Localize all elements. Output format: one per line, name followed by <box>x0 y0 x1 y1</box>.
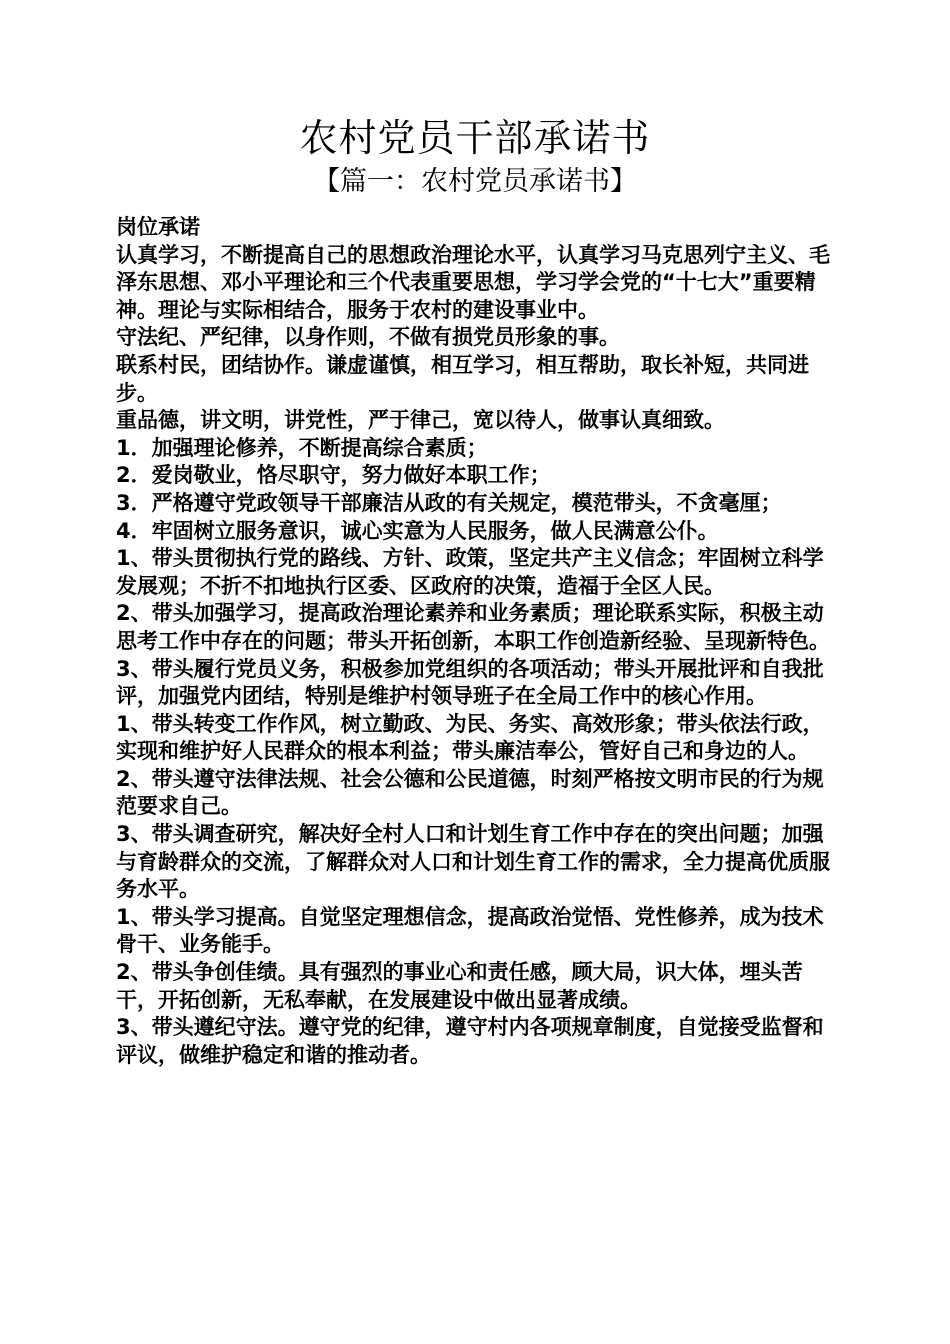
list-item-1: 1．加强理论修养，不断提高综合素质； <box>116 435 488 460</box>
list-item-3: 3．严格遵守党政领导干部廉洁从政的有关规定，模范带头，不贪毫厘； <box>116 490 782 515</box>
document-title: 农村党员干部承诺书 <box>299 116 651 160</box>
document-subtitle: 【篇一：农村党员承诺书】 <box>313 166 637 197</box>
document-body <box>116 214 841 1069</box>
pledge-c-item-1: 1、带头学习提高。自觉坚定理想信念，提高政治觉悟、党性修养，成为技术骨干、业务能手。 <box>116 904 824 957</box>
list-item-2: 2．爱岗敬业，恪尽职守，努力做好本职工作； <box>116 463 551 488</box>
pledge-b-item-2: 2、带头遵守法律法规、社会公德和公民道德，时刻严格按文明市民的行为规范要求自己。 <box>116 766 824 819</box>
paragraph-study: 认真学习，不断提高自己的思想政治理论水平，认真学习马克思列宁主义、毛泽东思想、邓小平理论和三个代表重要思想，学习学会党的“十七大”重要精神。理论与实际相结合，服务于农村的建设事业中。 <box>116 242 830 322</box>
list-item-4: 4．牢固树立服务意识，诚心实意为人民服务，做人民满意公仆。 <box>116 518 719 543</box>
pledge-a-item-2: 2、带头加强学习，提高政治理论素养和业务素质；理论联系实际，积极主动思考工作中存在的问题；带头开拓创新，本职工作创造新经验、呈现新特色。 <box>116 601 830 653</box>
pledge-a-item-3: 3、带头履行党员义务，积极参加党组织的各项活动；带头开展批评和自我批评，加强党内团结，特别是维护村领导班子在全局工作中的核心作用。 <box>116 656 824 709</box>
pledge-b-item-1: 1、带头转变工作作风，树立勤政、为民、务实、高效形象；带头依法行政，实现和维护好人民群众的根本利益；带头廉洁奉公，管好自己和身边的人。 <box>116 711 824 764</box>
paragraph-discipline: 守法纪、严纪律，以身作则，不做有损党员形象的事。 <box>116 325 620 350</box>
pledge-b-item-3: 3、带头调查研究，解决好全村人口和计划生育工作中存在的突出问题；加强与育龄群众的交流，了解群众对人口和计划生育工作的需求，全力提高优质服务水平。 <box>116 822 830 902</box>
pledge-c-item-3: 3、带头遵纪守法。遵守党的纪律，遵守村内各项规章制度，自觉接受监督和评议，做维护稳定和谐的推动者。 <box>116 1015 824 1067</box>
paragraph-villagers: 联系村民，团结协作。谦虚谨慎，相互学习，相互帮助，取长补短，共同进步。 <box>116 352 809 405</box>
pledge-c-item-2: 2、带头争创佳绩。具有强烈的事业心和责任感，顾大局，识大体，埋头苦干，开拓创新，无私奉献，在发展建设中做出显著成绩。 <box>116 960 803 1012</box>
pledge-a-item-1: 1、带头贯彻执行党的路线、方针、政策，坚定共产主义信念；牢固树立科学发展观；不折不扣地执行区委、区政府的决策，造福于全区人民。 <box>116 546 824 598</box>
paragraph-morality: 重品德，讲文明，讲党性，严于律己，宽以待人，做事认真细致。 <box>116 408 725 433</box>
section-heading-post-pledge: 岗位承诺 <box>116 215 200 239</box>
